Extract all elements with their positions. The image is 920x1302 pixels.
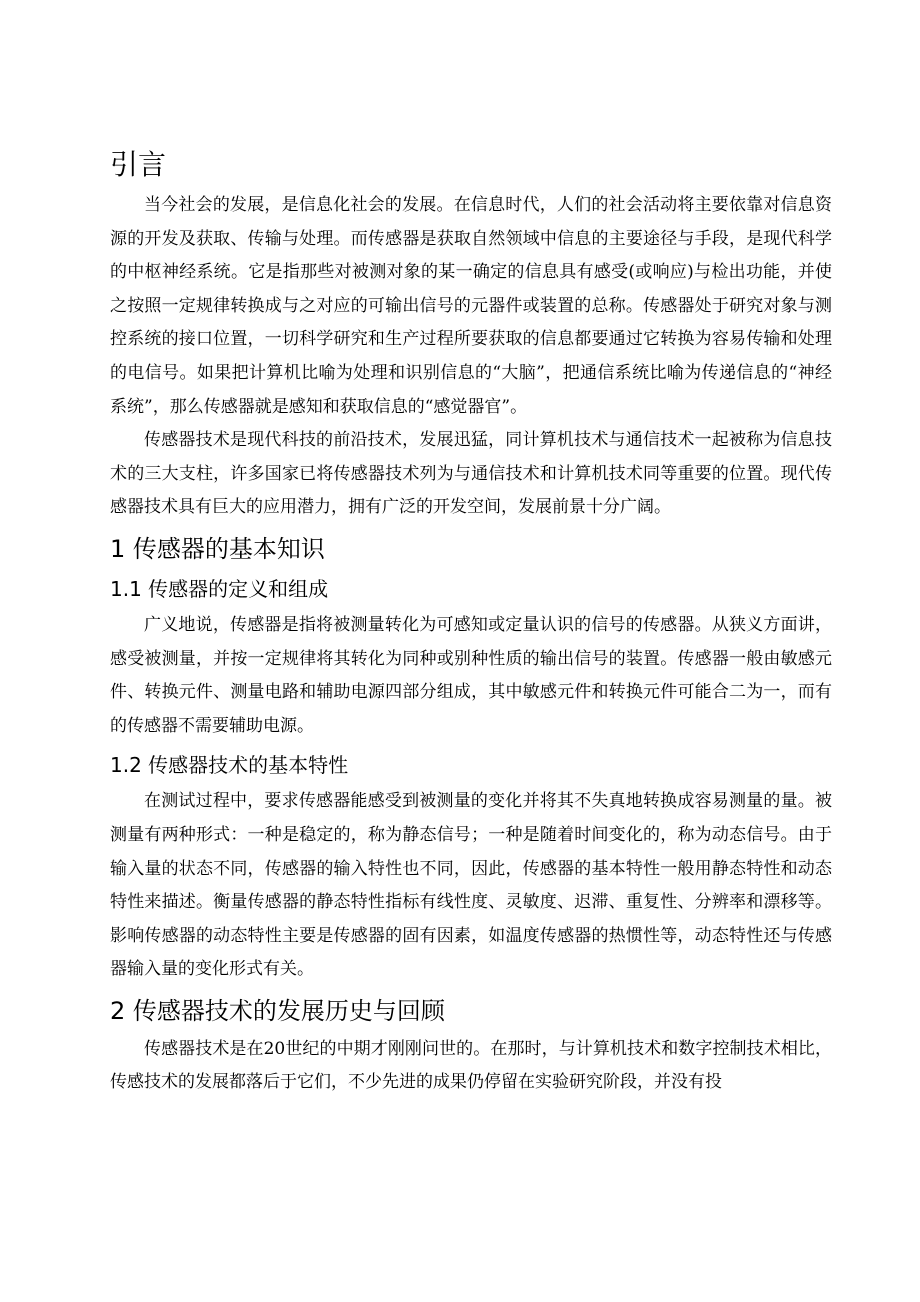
document-title: 引言 — [110, 148, 167, 181]
section-1-1-heading: 1.1 传感器的定义和组成 — [110, 576, 329, 601]
section-1-2-heading: 1.2 传感器技术的基本特性 — [110, 753, 349, 778]
intro-paragraph-2: 传感器技术是现代科技的前沿技术，发展迅猛，同计算机技术与通信技术一起被称为信息技术的三大支柱，许多国家已将传感器技术列为与通信技术和计算机技术同等重要的位置。现代传感器技术具有巨大的应用潜力，拥有广泛的开发空间，发展前景十分广阔。 — [110, 430, 832, 518]
section-2-heading: 2 传感器技术的发展历史与回顾 — [110, 996, 445, 1025]
document-page — [110, 145, 832, 1100]
intro-paragraph-1: 当今社会的发展，是信息化社会的发展。在信息时代，人们的社会活动将主要依靠对信息资源的开发及获取、传输与处理。而传感器是获取自然领域中信息的主要途径与手段，是现代科学的中枢神经系统。它是指那些对被测对象的某一确定的信息具有感受(或响应)与检出功能，并使之按照一定规律转换成与之对应的可输出信号的元器件或装置的总称。传感器处于研究对象与测控系统的接口位置，一切科学研究和生产过程所要获取的信息都要通过它转换为容易传输和处理的电信号。如果把计算机比喻为处理和识别信息的“大脑”，把通信系统比喻为传递信息的“神经系统”，那么传感器就是感知和获取信息的“感觉器官”。 — [110, 195, 832, 417]
section-2-paragraph: 传感器技术是在20世纪的中期才刚刚问世的。在那时，与计算机技术和数字控制技术相比，传感技术的发展都落后于它们，不少先进的成果仍停留在实验研究阶段，并没有投 — [110, 1038, 832, 1093]
section-1-1-paragraph: 广义地说，传感器是指将被测量转化为可感知或定量认识的信号的传感器。从狭义方面讲，感受被测量，并按一定规律将其转化为同种或别种性质的输出信号的装置。传感器一般由敏感元件、转换元件、测量电路和辅助电源四部分组成，其中敏感元件和转换元件可能合二为一，而有的传感器不需要辅助电源。 — [110, 614, 832, 736]
section-1-2-paragraph: 在测试过程中，要求传感器能感受到被测量的变化并将其不失真地转换成容易测量的量。被测量有两种形式：一种是稳定的，称为静态信号；一种是随着时间变化的，称为动态信号。由于输入量的状态不同，传感器的输入特性也不同，因此，传感器的基本特性一般用静态特性和动态特性来描述。衡量传感器的静态特性指标有线性度、灵敏度、迟滞、重复性、分辨率和漂移等。影响传感器的动态特性主要是传感器的固有因素，如温度传感器的热惯性等，动态特性还与传感器输入量的变化形式有关。 — [110, 791, 832, 980]
section-1-heading: 1 传感器的基本知识 — [110, 534, 325, 563]
